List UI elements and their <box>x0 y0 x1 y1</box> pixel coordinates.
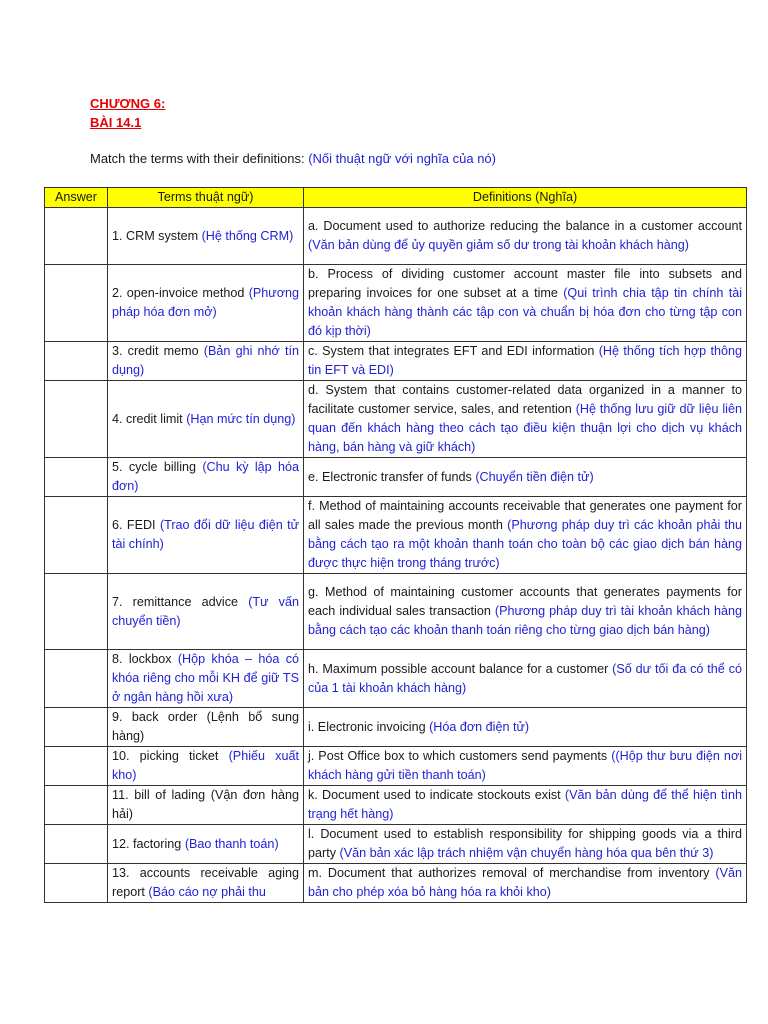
chapter-heading: CHƯƠNG 6: <box>90 96 166 111</box>
table-row <box>45 747 747 786</box>
definition-vietnamese: (Phương pháp duy trì các khoản phải thu bằng cách tạo ra một khoản thanh toán cho toàn bộ các giao dịch bán hàng được thực hiện trong tháng trước) <box>308 518 743 570</box>
answer-cell[interactable] <box>45 342 108 381</box>
answer-column-header: Answer <box>45 188 108 208</box>
term-english: 1. CRM system <box>112 228 202 243</box>
term-vietnamese: (Bản ghi nhớ tín dụng) <box>112 344 299 377</box>
term-vietnamese: (Hộp khóa – hóa có khóa riêng cho mỗi KH để giữ TS ở ngân hàng hồi xưa) <box>112 652 299 704</box>
table-row <box>45 265 747 342</box>
term-cell <box>108 864 304 903</box>
answer-cell[interactable] <box>45 864 108 903</box>
answer-cell[interactable] <box>45 574 108 650</box>
term-english: 3. credit memo <box>112 344 204 358</box>
definition-english: e. Electronic transfer of funds <box>308 469 476 484</box>
table-row <box>45 650 747 708</box>
term-cell <box>108 825 304 864</box>
definition-vietnamese: (Số dư tối đa có thể có của 1 tài khoản khách hàng) <box>308 661 742 695</box>
definition-english: b. Process of dividing customer account master file into subsets and preparing invoices for one subset at a time <box>308 267 742 300</box>
term-cell <box>108 574 304 650</box>
definition-english: j. Post Office box to which customers send payments <box>308 749 612 763</box>
answer-cell[interactable] <box>45 650 108 708</box>
term-english: 7. remittance advice <box>112 594 249 609</box>
definition-vietnamese: (Qui trình chia tập tin chính tài khoản khách hàng thành các tập con và chuẩn bị hóa đơn cho từng tập con đó kịp thời) <box>308 286 742 338</box>
definition-english: h. Maximum possible account balance for a customer <box>308 661 613 676</box>
definition-vietnamese: (Hệ thống tích hợp thông tin EFT và EDI) <box>308 344 743 377</box>
definition-cell <box>304 265 747 342</box>
term-vietnamese: (Phiếu xuất kho) <box>112 749 299 782</box>
term-english: 5. cycle billing <box>112 460 203 474</box>
answer-cell[interactable] <box>45 825 108 864</box>
table-row <box>45 825 747 864</box>
definition-vietnamese: (Văn bản xác lập trách nhiệm vận chuyển hàng hóa qua bên thứ 3) <box>339 846 714 860</box>
definitions-column-header: Definitions (Nghĩa) <box>304 188 747 208</box>
answer-cell[interactable] <box>45 381 108 458</box>
definition-english: f. Method of maintaining accounts receivable that generates one payment for all sales made the previous month <box>308 499 742 532</box>
term-cell <box>108 265 304 342</box>
definition-cell <box>304 342 747 381</box>
definition-english: k. Document used to indicate stockouts exist <box>308 788 565 802</box>
term-cell <box>108 497 304 574</box>
definition-vietnamese: (Văn bản cho phép xóa bỏ hàng hóa ra khỏi kho) <box>308 866 742 899</box>
term-vietnamese: (Tư vấn chuyển tiền) <box>112 594 299 628</box>
definition-cell <box>304 381 747 458</box>
term-cell <box>108 342 304 381</box>
table-row <box>45 342 747 381</box>
table-row <box>45 786 747 825</box>
definition-english: g. Method of maintaining customer accounts that generates payments for each individual sales transaction <box>308 585 742 618</box>
definition-cell <box>304 786 747 825</box>
definition-vietnamese: (Hệ thống lưu giữ dữ liệu liên quan đến khách hàng theo cách tạo điều kiện thuận lợi cho dịch vụ khách hàng, bán hàng và giữ khách) <box>308 402 742 454</box>
term-english: 8. lockbox <box>112 652 178 666</box>
term-english: 2. open-invoice method <box>112 286 249 300</box>
table-row <box>45 458 747 497</box>
answer-cell[interactable] <box>45 786 108 825</box>
definition-cell <box>304 864 747 903</box>
definition-cell <box>304 825 747 864</box>
answer-cell[interactable] <box>45 208 108 265</box>
term-cell <box>108 786 304 825</box>
term-vietnamese: (Phương pháp hóa đơn mở) <box>112 286 299 319</box>
table-body <box>45 208 747 903</box>
answer-cell[interactable] <box>45 708 108 747</box>
definition-cell <box>304 497 747 574</box>
definition-vietnamese: (Văn bản dùng để ủy quyền giảm số dư trong tài khoản khách hàng) <box>308 238 689 252</box>
table-row <box>45 381 747 458</box>
definition-cell <box>304 747 747 786</box>
term-english: 4. credit limit <box>112 411 187 426</box>
term-cell <box>108 208 304 265</box>
definition-cell <box>304 458 747 497</box>
term-vietnamese: (Chu kỳ lập hóa đơn) <box>112 460 299 493</box>
definition-english: m. Document that authorizes removal of merchandise from inventory <box>308 866 716 880</box>
definition-vietnamese: (Hóa đơn điện tử) <box>429 719 530 734</box>
term-english: 11. bill of lading (Vận đơn hàng hải) <box>112 788 299 821</box>
term-english: 9. back order (Lệnh bổ sung hàng) <box>112 710 299 743</box>
definition-cell <box>304 574 747 650</box>
term-cell <box>108 458 304 497</box>
definition-cell <box>304 708 747 747</box>
table-row <box>45 208 747 265</box>
definition-vietnamese: (Phương pháp duy trì tài khoản khách hàng bằng cách tạo các khoản thanh toán riêng cho từng giao dịch bán hàng) <box>308 604 742 637</box>
definition-english: l. Document used to establish responsibility for shipping goods via a third party <box>308 827 742 860</box>
terms-column-header: Terms thuật ngữ) <box>108 188 304 208</box>
term-vietnamese: (Bao thanh toán) <box>184 836 279 851</box>
term-vietnamese: (Báo cáo nợ phải thu <box>148 885 266 899</box>
lesson-heading: BÀI 14.1 <box>90 115 142 130</box>
term-english: 12. factoring <box>112 836 185 851</box>
term-cell <box>108 650 304 708</box>
definition-english: a. Document used to authorize reducing the balance in a customer account <box>308 219 742 233</box>
answer-cell[interactable] <box>45 458 108 497</box>
definition-cell <box>304 650 747 708</box>
table-row <box>45 574 747 650</box>
term-cell <box>108 708 304 747</box>
definition-english: c. System that integrates EFT and EDI information <box>308 344 599 358</box>
definition-vietnamese: (Văn bản dùng để thể hiện tình trạng hết hàng) <box>308 788 742 821</box>
table-row <box>45 708 747 747</box>
instruction-vietnamese: (Nối thuật ngữ với nghĩa của nó) <box>308 151 496 166</box>
definition-cell <box>304 208 747 265</box>
instruction-text <box>90 150 496 168</box>
table-row <box>45 864 747 903</box>
answer-cell[interactable] <box>45 747 108 786</box>
answer-cell[interactable] <box>45 265 108 342</box>
term-cell <box>108 381 304 458</box>
term-vietnamese: (Hệ thống CRM) <box>201 228 294 243</box>
term-english: 13. accounts receivable aging report <box>112 866 299 899</box>
term-english: 10. picking ticket <box>112 749 229 763</box>
definition-english: d. System that contains customer-related data organized in a manner to facilitate customer service, sales, and retention <box>308 383 742 416</box>
table-row <box>45 497 747 574</box>
term-vietnamese: (Trao đổi dữ liệu điện tử tài chính) <box>112 518 300 551</box>
term-cell <box>108 747 304 786</box>
instruction-english: Match the terms with their definitions: <box>90 151 309 166</box>
definition-vietnamese: (Chuyển tiền điện tử) <box>475 469 594 484</box>
table-header-row <box>45 188 747 208</box>
term-vietnamese: (Hạn mức tín dụng) <box>186 411 296 426</box>
term-english: 6. FEDI <box>112 518 160 532</box>
terms-definitions-table <box>44 187 747 903</box>
definition-english: i. Electronic invoicing <box>308 719 430 734</box>
answer-cell[interactable] <box>45 497 108 574</box>
definition-vietnamese: ((Hộp thư bưu điện nơi khách hàng gửi tiền thanh toán) <box>308 749 742 782</box>
